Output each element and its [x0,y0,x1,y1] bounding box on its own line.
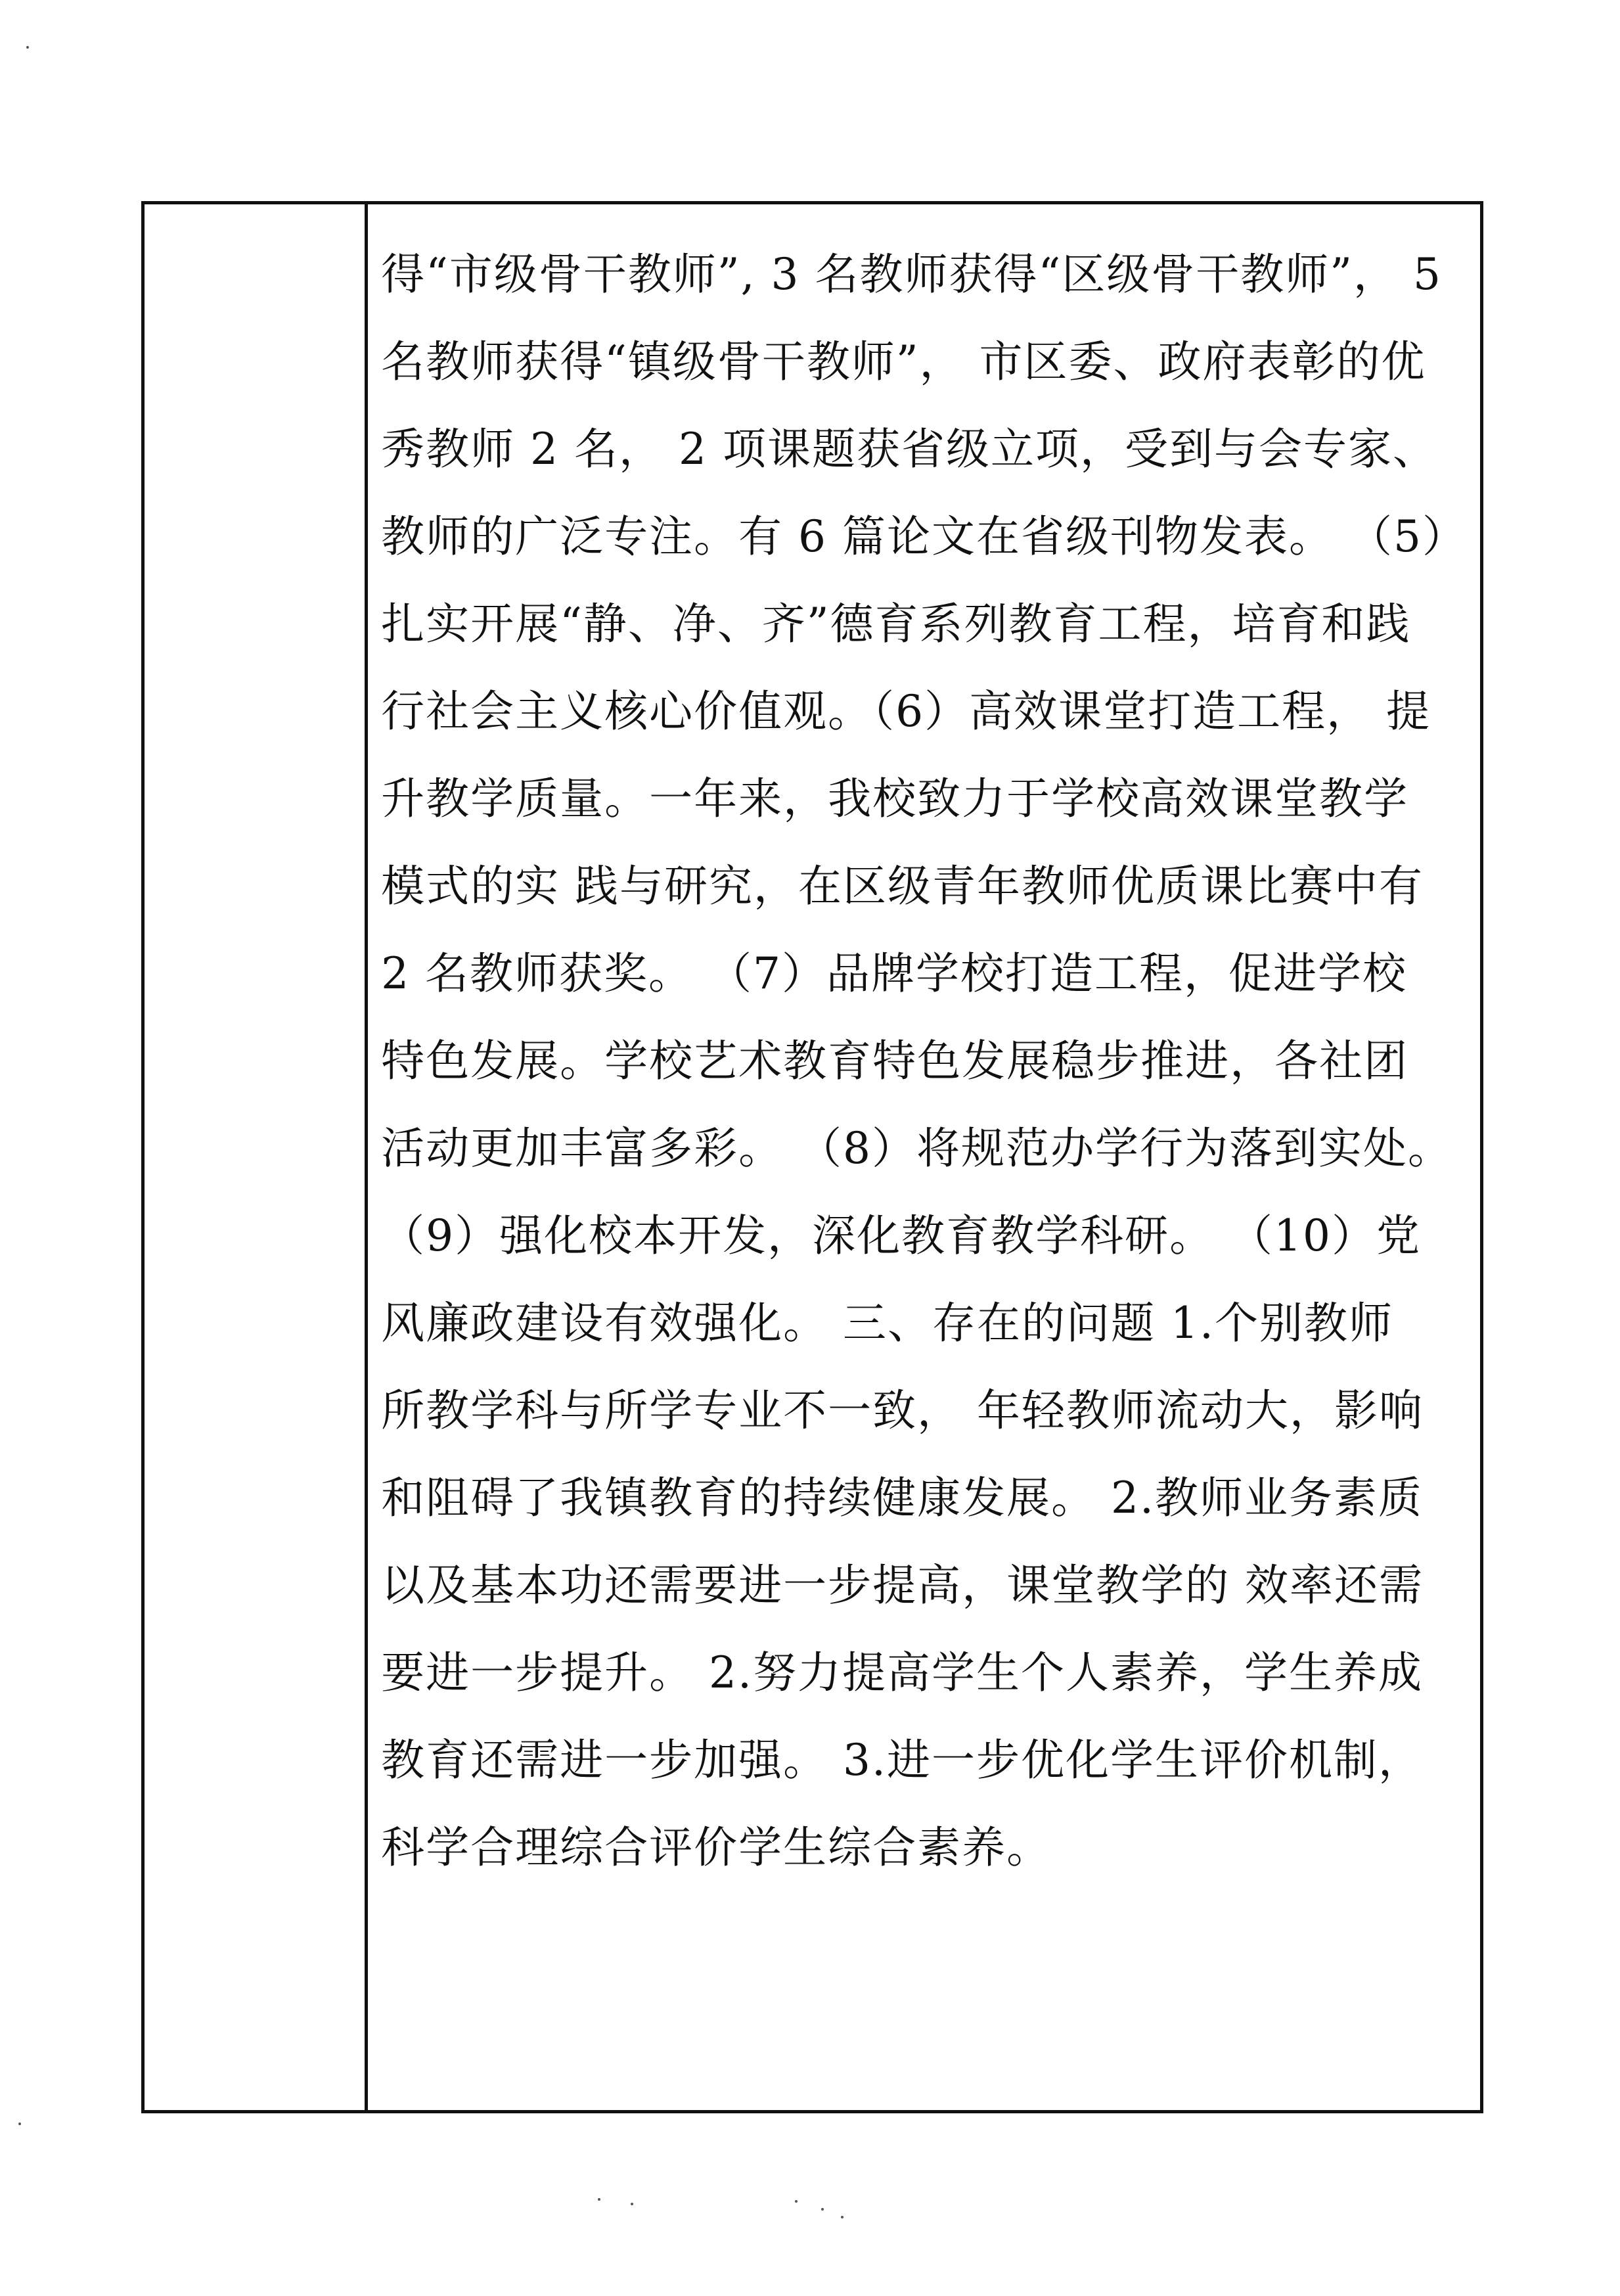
text-line: 秀教师 2 名， 2 项课题获省级立项，受到与会专家、 [381,424,1437,474]
text-line: 风廉政建设有效强化。 三、存在的问题 1.个别教师 [381,1298,1394,1348]
scan-speck [598,2198,600,2201]
scan-speck [841,2216,844,2218]
text-line: 行社会主义核心价值观。（6）高效课堂打造工程， 提 [381,686,1431,737]
text-line: 2 名教师获奖。 （7）品牌学校打造工程，促进学校 [381,948,1408,999]
text-line: 所教学科与所学专业不一致， 年轻教师流动大，影响 [381,1385,1424,1436]
scan-speck [795,2200,798,2203]
text-line: 教育还需进一步加强。 3.进一步优化学生评价机制， [381,1735,1424,1785]
text-line: 科学合理综合评价学生综合素养。 [381,1822,1052,1873]
text-line: 升教学质量。一年来，我校致力于学校高效课堂教学 [381,773,1409,824]
text-line: 教师的广泛专注。有 6 篇论文在省级刊物发表。 （5） [381,511,1467,562]
text-line: 特色发展。学校艺术教育特色发展稳步推进，各社团 [381,1036,1409,1086]
form-table [141,201,1483,2113]
text-line: 模式的实 践与研究，在区级青年教师优质课比赛中有 [381,861,1424,911]
scan-speck [821,2208,824,2211]
text-line: 要进一步提升。 2.努力提高学生个人素养，学生养成 [381,1647,1424,1698]
body-text [381,231,1467,1891]
scan-speck [631,2203,633,2205]
text-line: 和阻碍了我镇教育的持续健康发展。 2.教师业务素质 [381,1473,1424,1523]
text-line: 名教师获得“镇级骨干教师”， 市区委、政府表彰的优 [381,336,1426,387]
label-cell [145,204,368,2110]
text-line: （9）强化校本开发，深化教育教学科研。 （10）党 [381,1210,1422,1261]
content-cell [368,204,1480,2110]
text-line: 活动更加丰富多彩。 （8）将规范办学行为落到实处。 [381,1123,1453,1174]
scan-speck [26,46,29,49]
text-line: 以及基本功还需要进一步提高，课堂教学的 效率还需 [381,1560,1424,1611]
scan-speck [18,2123,21,2125]
text-line: 扎实开展“静、净、齐”德育系列教育工程，培育和践 [381,599,1411,649]
text-line: 得“市级骨干教师”, 3 名教师获得“区级骨干教师”， 5 [381,249,1442,300]
